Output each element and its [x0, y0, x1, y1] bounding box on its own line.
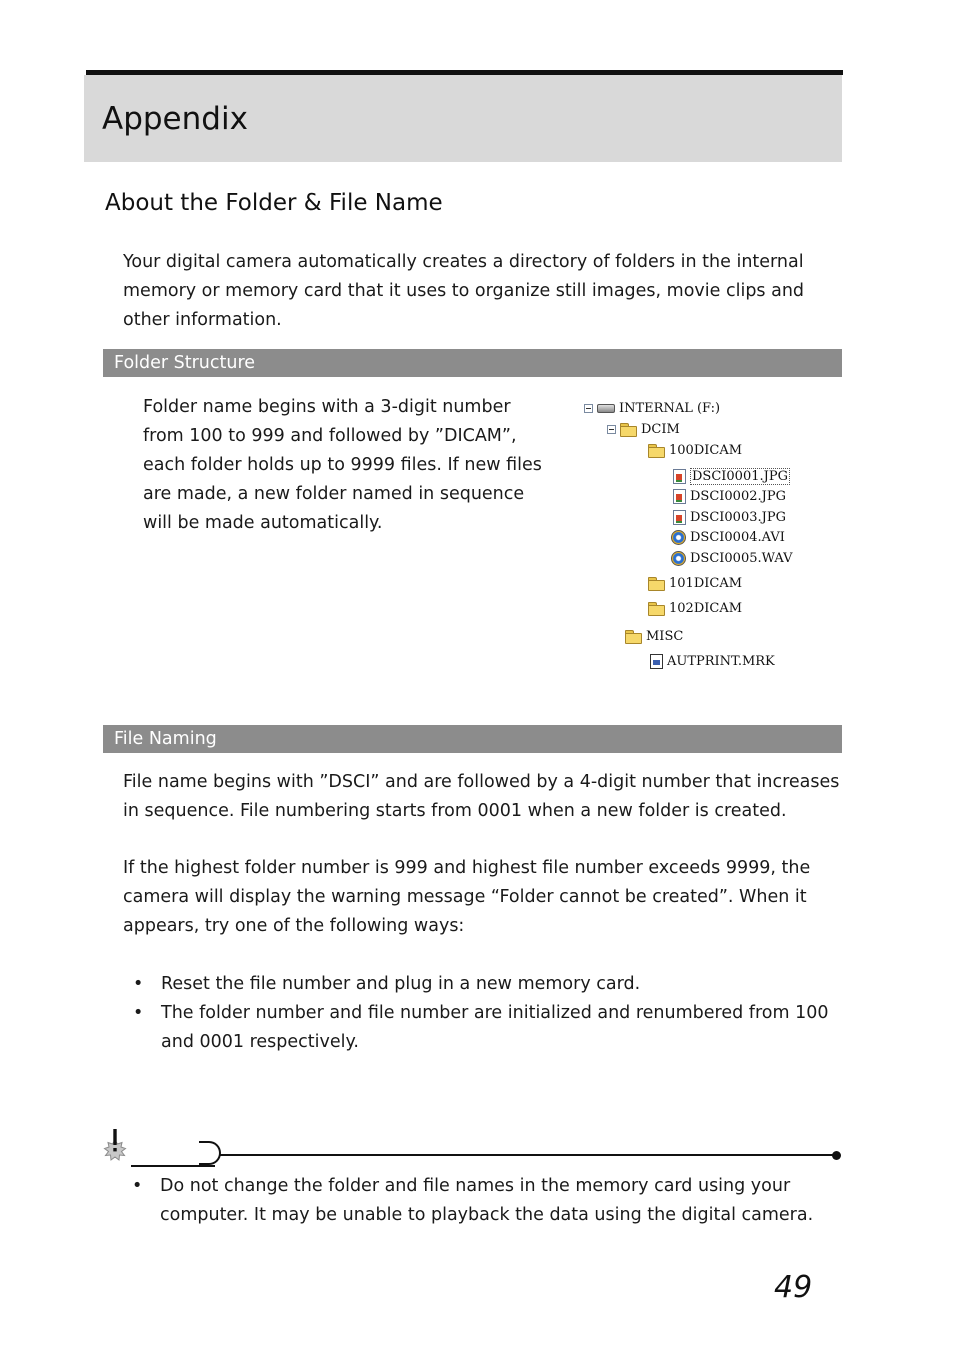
- tree-label: 100DICAM: [669, 442, 743, 458]
- folder-icon: [620, 423, 637, 436]
- drive-icon: [597, 404, 615, 413]
- bullet-glyph: •: [132, 1176, 143, 1196]
- tree-label: AUTPRINT.MRK: [667, 653, 775, 669]
- page-title: Appendix: [102, 101, 248, 137]
- collapse-icon[interactable]: [584, 404, 593, 413]
- tree-label: DSCI0004.AVI: [690, 529, 785, 545]
- note-rule: [131, 1165, 215, 1167]
- list-item-text: Do not change the folder and file names in the memory card using your computer. It may be unable to playback the data using the digital camera.: [160, 1176, 814, 1225]
- list-item: [123, 970, 841, 999]
- image-file-icon: [673, 489, 686, 504]
- title-bar: [84, 75, 842, 162]
- tree-item-102dicam[interactable]: [648, 599, 742, 617]
- file-naming-paragraph-1: File name begins with ”DSCI” and are followed by a 4-digit number that increases in sequence. File numbering starts from 0001 when a new folder is created.: [123, 772, 840, 821]
- tree-item-internal[interactable]: [584, 399, 720, 417]
- image-file-icon: [673, 469, 686, 484]
- note-rule-end-dot: [832, 1151, 841, 1160]
- folder-tree: [580, 396, 820, 678]
- warning-icon: [101, 1128, 129, 1166]
- tree-item-101dicam[interactable]: [648, 574, 742, 592]
- tree-item-dsci0005[interactable]: [671, 549, 792, 567]
- tree-label: DCIM: [641, 421, 680, 437]
- bullet-glyph: •: [133, 974, 144, 994]
- tree-label: DSCI0003.JPG: [690, 509, 786, 525]
- note-rule-curve: [199, 1141, 221, 1165]
- bullet-glyph: •: [133, 1003, 144, 1023]
- tree-label: INTERNAL (F:): [619, 400, 721, 416]
- folder-icon: [648, 444, 665, 457]
- folder-icon: [625, 630, 642, 643]
- image-file-icon: [673, 510, 686, 525]
- tree-item-dsci0003[interactable]: [673, 508, 786, 526]
- collapse-icon[interactable]: [607, 425, 616, 434]
- list-item-text: Reset the file number and plug in a new memory card.: [161, 974, 641, 994]
- tree-item-dsci0001[interactable]: [673, 467, 790, 485]
- folder-icon: [648, 577, 665, 590]
- tree-item-dsci0004[interactable]: [671, 528, 785, 546]
- section-title: About the Folder & File Name: [105, 190, 443, 216]
- list-item: [123, 999, 841, 1057]
- file-naming-heading: File Naming: [103, 725, 842, 753]
- tree-item-misc[interactable]: [625, 627, 683, 645]
- folder-structure-heading: Folder Structure: [103, 349, 842, 377]
- list-item-text: The folder number and file number are initialized and renumbered from 100 and 0001 respectively.: [161, 1003, 829, 1052]
- intro-paragraph: Your digital camera automatically creates a directory of folders in the internal memory or memory card that it uses to organize still images, movie clips and other information.: [123, 252, 805, 330]
- tree-item-100dicam[interactable]: [648, 441, 742, 459]
- list-item: [122, 1172, 822, 1230]
- note-bullets: [122, 1172, 822, 1230]
- tree-label: DSCI0002.JPG: [690, 488, 786, 504]
- media-file-icon: [671, 530, 686, 545]
- file-naming-bullets: [123, 970, 841, 1057]
- tree-label: DSCI0005.WAV: [690, 550, 793, 566]
- folder-icon: [648, 602, 665, 615]
- tree-item-dsci0002[interactable]: [673, 487, 786, 505]
- media-file-icon: [671, 551, 686, 566]
- tree-item-dcim[interactable]: [607, 420, 680, 438]
- tree-label: 101DICAM: [669, 575, 743, 591]
- tree-label: 102DICAM: [669, 600, 743, 616]
- file-naming-paragraph-2: If the highest folder number is 999 and highest file number exceeds 9999, the camera will display the warning message “Folder cannot be created”. When it appears, try one of the following ways:: [123, 858, 811, 936]
- document-file-icon: [650, 654, 663, 669]
- note-rule: [220, 1154, 834, 1156]
- folder-structure-text: Folder name begins with a 3-digit number from 100 to 999 and followed by ”DICAM”, each folder holds up to 9999 files. If new files are made, a new folder named in sequence will be made automatically.: [143, 397, 542, 533]
- tree-item-autprint[interactable]: [650, 652, 775, 670]
- page-number: 49: [774, 1270, 813, 1305]
- tree-label: MISC: [646, 628, 684, 644]
- tree-label: DSCI0001.JPG: [692, 468, 788, 484]
